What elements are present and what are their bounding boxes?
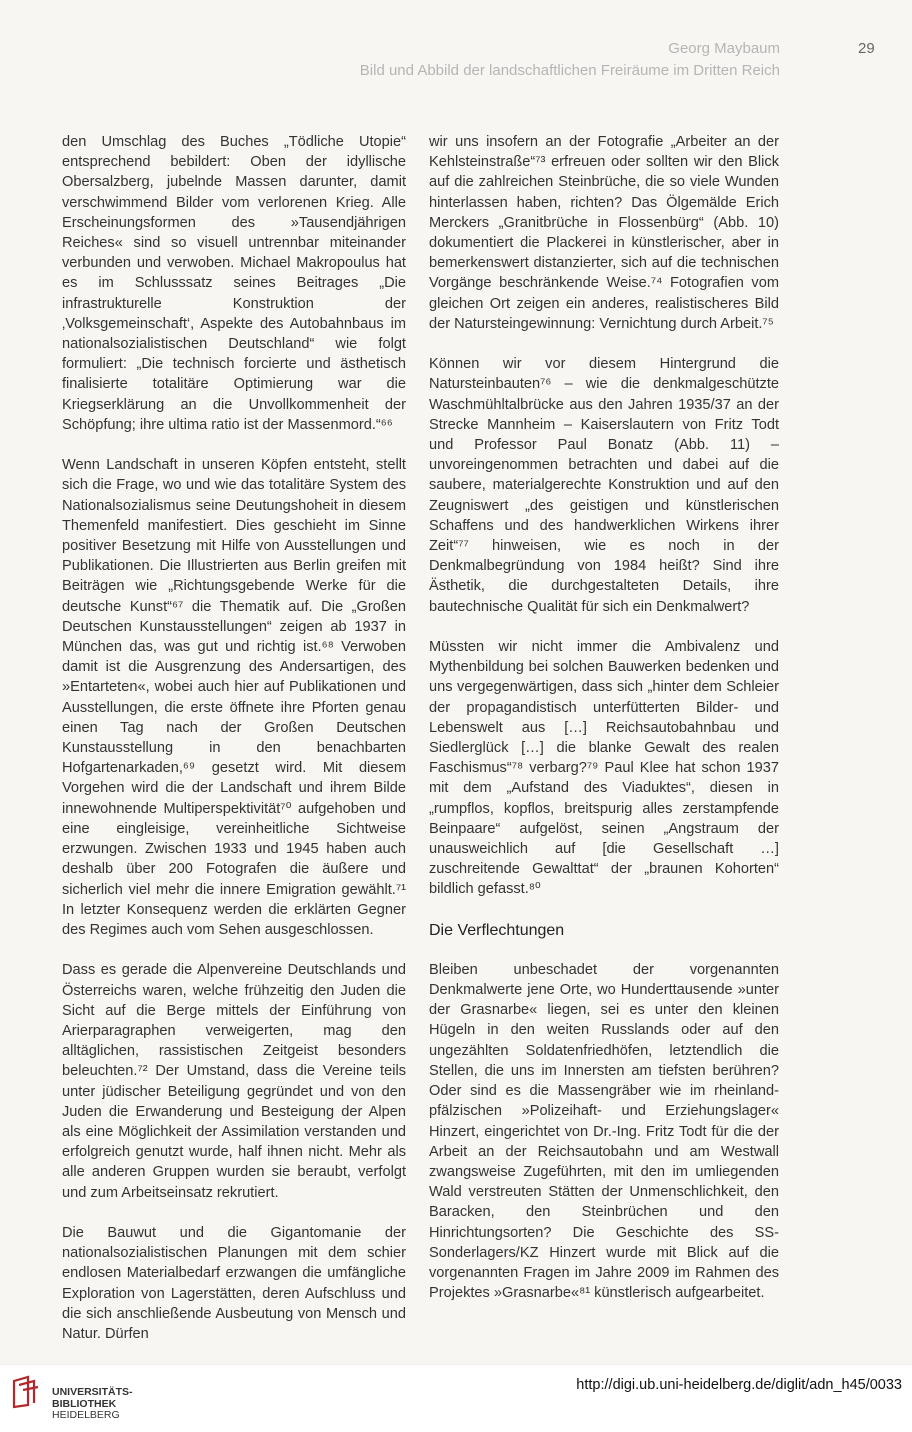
section-heading: Die Verflechtungen	[429, 921, 565, 939]
footer-bar	[0, 1364, 912, 1432]
header-subtitle: Bild und Abbild der landschaftlichen Freiräume im Dritten Reich	[359, 62, 780, 79]
logo-line: UNIVERSITÄTS-	[52, 1386, 133, 1398]
paragraph: Dass es gerade die Alpenvereine Deutschlands und Österreichs waren, welche frühzeitig den Juden die Sicht auf die Berge mittels der Einführung von Arierparagraphen verweigerten, mag den alltäglichen, rassistischen Zeitgeist besonders beleuchten.⁷² Der Umstand, dass die Vereine teils unter jüdischer Beteiligung gegründet und von den Juden die Erwanderung und Besteigung der Alpen als eine Möglichkeit der Assimilation verstanden und erfolgreich genutzt wurde, half ihnen nicht. Mehr als alle anderen Gruppen wurden sie beraubt, verfolgt und zum Arbeitseinsatz rekrutiert.	[62, 962, 406, 1201]
paragraph: wir uns insofern an der Fotografie „Arbeiter an der Kehlsteinstraße“⁷³ erfreuen oder sollten wir den Blick auf die zahlreichen Steinbrüche, die so viele Wunden hinterlassen haben, richten? Das Ölgemälde Erich Merckers „Granitbrüche in Flossenbürg“ (Abb. 10) dokumentiert die Plackerei in künstlerischer, aber in bemerkenswert distanzierter, sich auf die technischen Vorgänge beschränkende Weise.⁷⁴ Fotografien vom gleichen Ort zeigen ein anderes, realistischeres Bild der Natursteingewinnung: Vernichtung durch Arbeit.⁷⁵	[429, 134, 779, 332]
source-url-link[interactable]: http://digi.ub.uni-heidelberg.de/diglit/adn_h45/0033	[576, 1377, 902, 1393]
left-column	[62, 132, 406, 1364]
running-header	[360, 38, 780, 82]
paragraph: Müssten wir nicht immer die Ambivalenz und Mythenbildung bei solchen Bauwerken bedenken und uns vergegenwärtigen, dass sich „hinter dem Schleier der propagandistisch unterfütterten Bilder- und Lebenswelt aus […] Reichsautobahnbau und Siedlerglück […] die blanke Gewalt des realen Faschismus“⁷⁸ verbarg?⁷⁹ Paul Klee hat schon 1937 mit dem „Aufstand des Viaduktes“, diesen in „rumpflos, kopflos, breitspurig alles zerstampfende Beinpaare“ aufgelöst, seinen „Angstraum der unausweichlich auf [die Gesellschaft …] zuschreitende Gewalttat“ der „braunen Kohorten“ bildlich gefasst.⁸⁰	[429, 639, 779, 898]
header-author: Georg Maybaum	[668, 40, 780, 57]
paragraph: den Umschlag des Buches „Tödliche Utopie“ entsprechend bebildert: Oben der idyllische Obersalzberg, jubelnde Massen darunter, damit verschwimmend Bilder vom verlorenen Krieg. Alle Erscheinungsformen des »Tausendjährigen Reiches« sind so visuell untrennbar miteinander verbunden und verwoben. Michael Makropoulus hat es im Schlusssatz seines Beitrages „Die infrastrukturelle Konstruktion der ‚Volksgemeinschaft‘, Aspekte des Autobahnbaus im nationalsozialistischen Deutschland“ wie folgt formuliert: „Die technisch forcierte und ästhetisch finalisierte totalitäre Optimierung war die Kriegserklärung an die Unvollkommenheit der Schöpfung; ihre ultima ratio ist der Massenmord.“⁶⁶	[62, 134, 406, 433]
paragraph: Wenn Landschaft in unseren Köpfen entsteht, stellt sich die Frage, wo und wie das totalitäre System des Nationalsozialismus seine Deutungshoheit in diesem Themenfeld manifestiert. Dies geschieht im Sinne positiver Besetzung mit Hilfe von Ausstellungen und Publikationen. Die Illustrierten aus Berlin greifen mit Beiträgen wie „Richtungsgebende Werke für die deutsche Kunst“⁶⁷ die Thematik auf. Die „Großen Deutschen Kunstausstellungen“ zeigen ab 1937 in München das, was gut und richtig ist.⁶⁸ Verwoben damit ist die Ausgrenzung des Andersartigen, des »Entarteten«, wobei auch hier auf Publikationen und Ausstellungen, die erste öffnete ihre Pforten genau einen Tag nach der Großen Deutschen Kunstausstellung in den benachbarten Hofgartenarkaden,⁶⁹ gesetzt wird. Mit diesem Vorgehen wird die der Landschaft und ihrem Bilde innewohnende Multiperspektivität⁷⁰ aufgehoben und eine eingleisige, vereinheitliche Sichtweise erzwungen. Zwischen 1933 und 1945 haben auch deshalb über 200 Fotografen die äußere und sicherlich viel mehr die innere Emigration gewählt.⁷¹ In letzter Konsequenz werden die erklärten Gegner des Regimes auch vom Sehen ausgeschlossen.	[62, 457, 406, 938]
logo-line: BIBLIOTHEK	[52, 1397, 117, 1410]
logo-line: HEIDELBERG	[52, 1409, 120, 1421]
paragraph: Bleiben unbeschadet der vorgenannten Denkmalwerte jene Orte, wo Hunderttausende »unter der Grasnarbe« liegen, sei es unter den kleinen Hügeln in den weiten Russlands oder auf den ungezählten Soldatenfriedhöfen, letztendlich die Stellen, die uns im Innersten am tiefsten berühren? Oder sind es die Massengräber wie im rheinland-pfälzischen »Polizeihaft- und Erziehungslager« Hinzert, eingerichtet von Dr.-Ing. Fritz Todt für die der Arbeit an der Reichsautobahn und am Westwall zwangsweise Zugeführten, mit den im umliegenden Wald verstreuten Stätten der Unmenschlichkeit, den Baracken, den Steinbrüchen und den Hinrichtungsorten? Die Geschichte des SS-Sonderlagers/KZ Hinzert wurde mit Blick auf die vorgenannten Fragen im Jahre 2009 im Rahmen des Projektes »Grasnarbe«⁸¹ künstlerisch aufgearbeitet.	[429, 961, 779, 1302]
paragraph: Die Bauwut und die Gigantomanie der nationalsozialistischen Planungen mit dem schier endlosen Materialbedarf erzwangen die umfängliche Exploration von Lagerstätten, deren Aufschluss und die sich anschließende Ausbeutung von Mensch und Natur. Dürfen	[62, 1224, 406, 1342]
library-logo-icon	[10, 1375, 40, 1409]
library-logo-text	[52, 1387, 133, 1422]
paragraph: Können wir vor diesem Hintergrund die Natursteinbauten⁷⁶ – wie die denkmalgeschützte Waschmühltalbrücke aus den Jahren 1935/37 an der Strecke Mannheim – Kaiserslautern von Fritz Todt und Professor Paul Bonatz (Abb. 11) – unvoreingenommen betrachten und dabei auf die saubere, materialgerechte Konstruktion und auf den Zeugniswert „des geistigen und künstlerischen Schaffens und des handwerklichen Wirkens ihrer Zeit“⁷⁷ hinweisen, wie es noch in der Denkmalbegründung von 1984 heißt? Sind ihre Ästhetik, die durchgestalteten Details, ihre bautechnische Qualität für sich ein Denkmalwert?	[429, 356, 779, 615]
page-number: 29	[858, 40, 875, 57]
right-column	[429, 132, 779, 1324]
